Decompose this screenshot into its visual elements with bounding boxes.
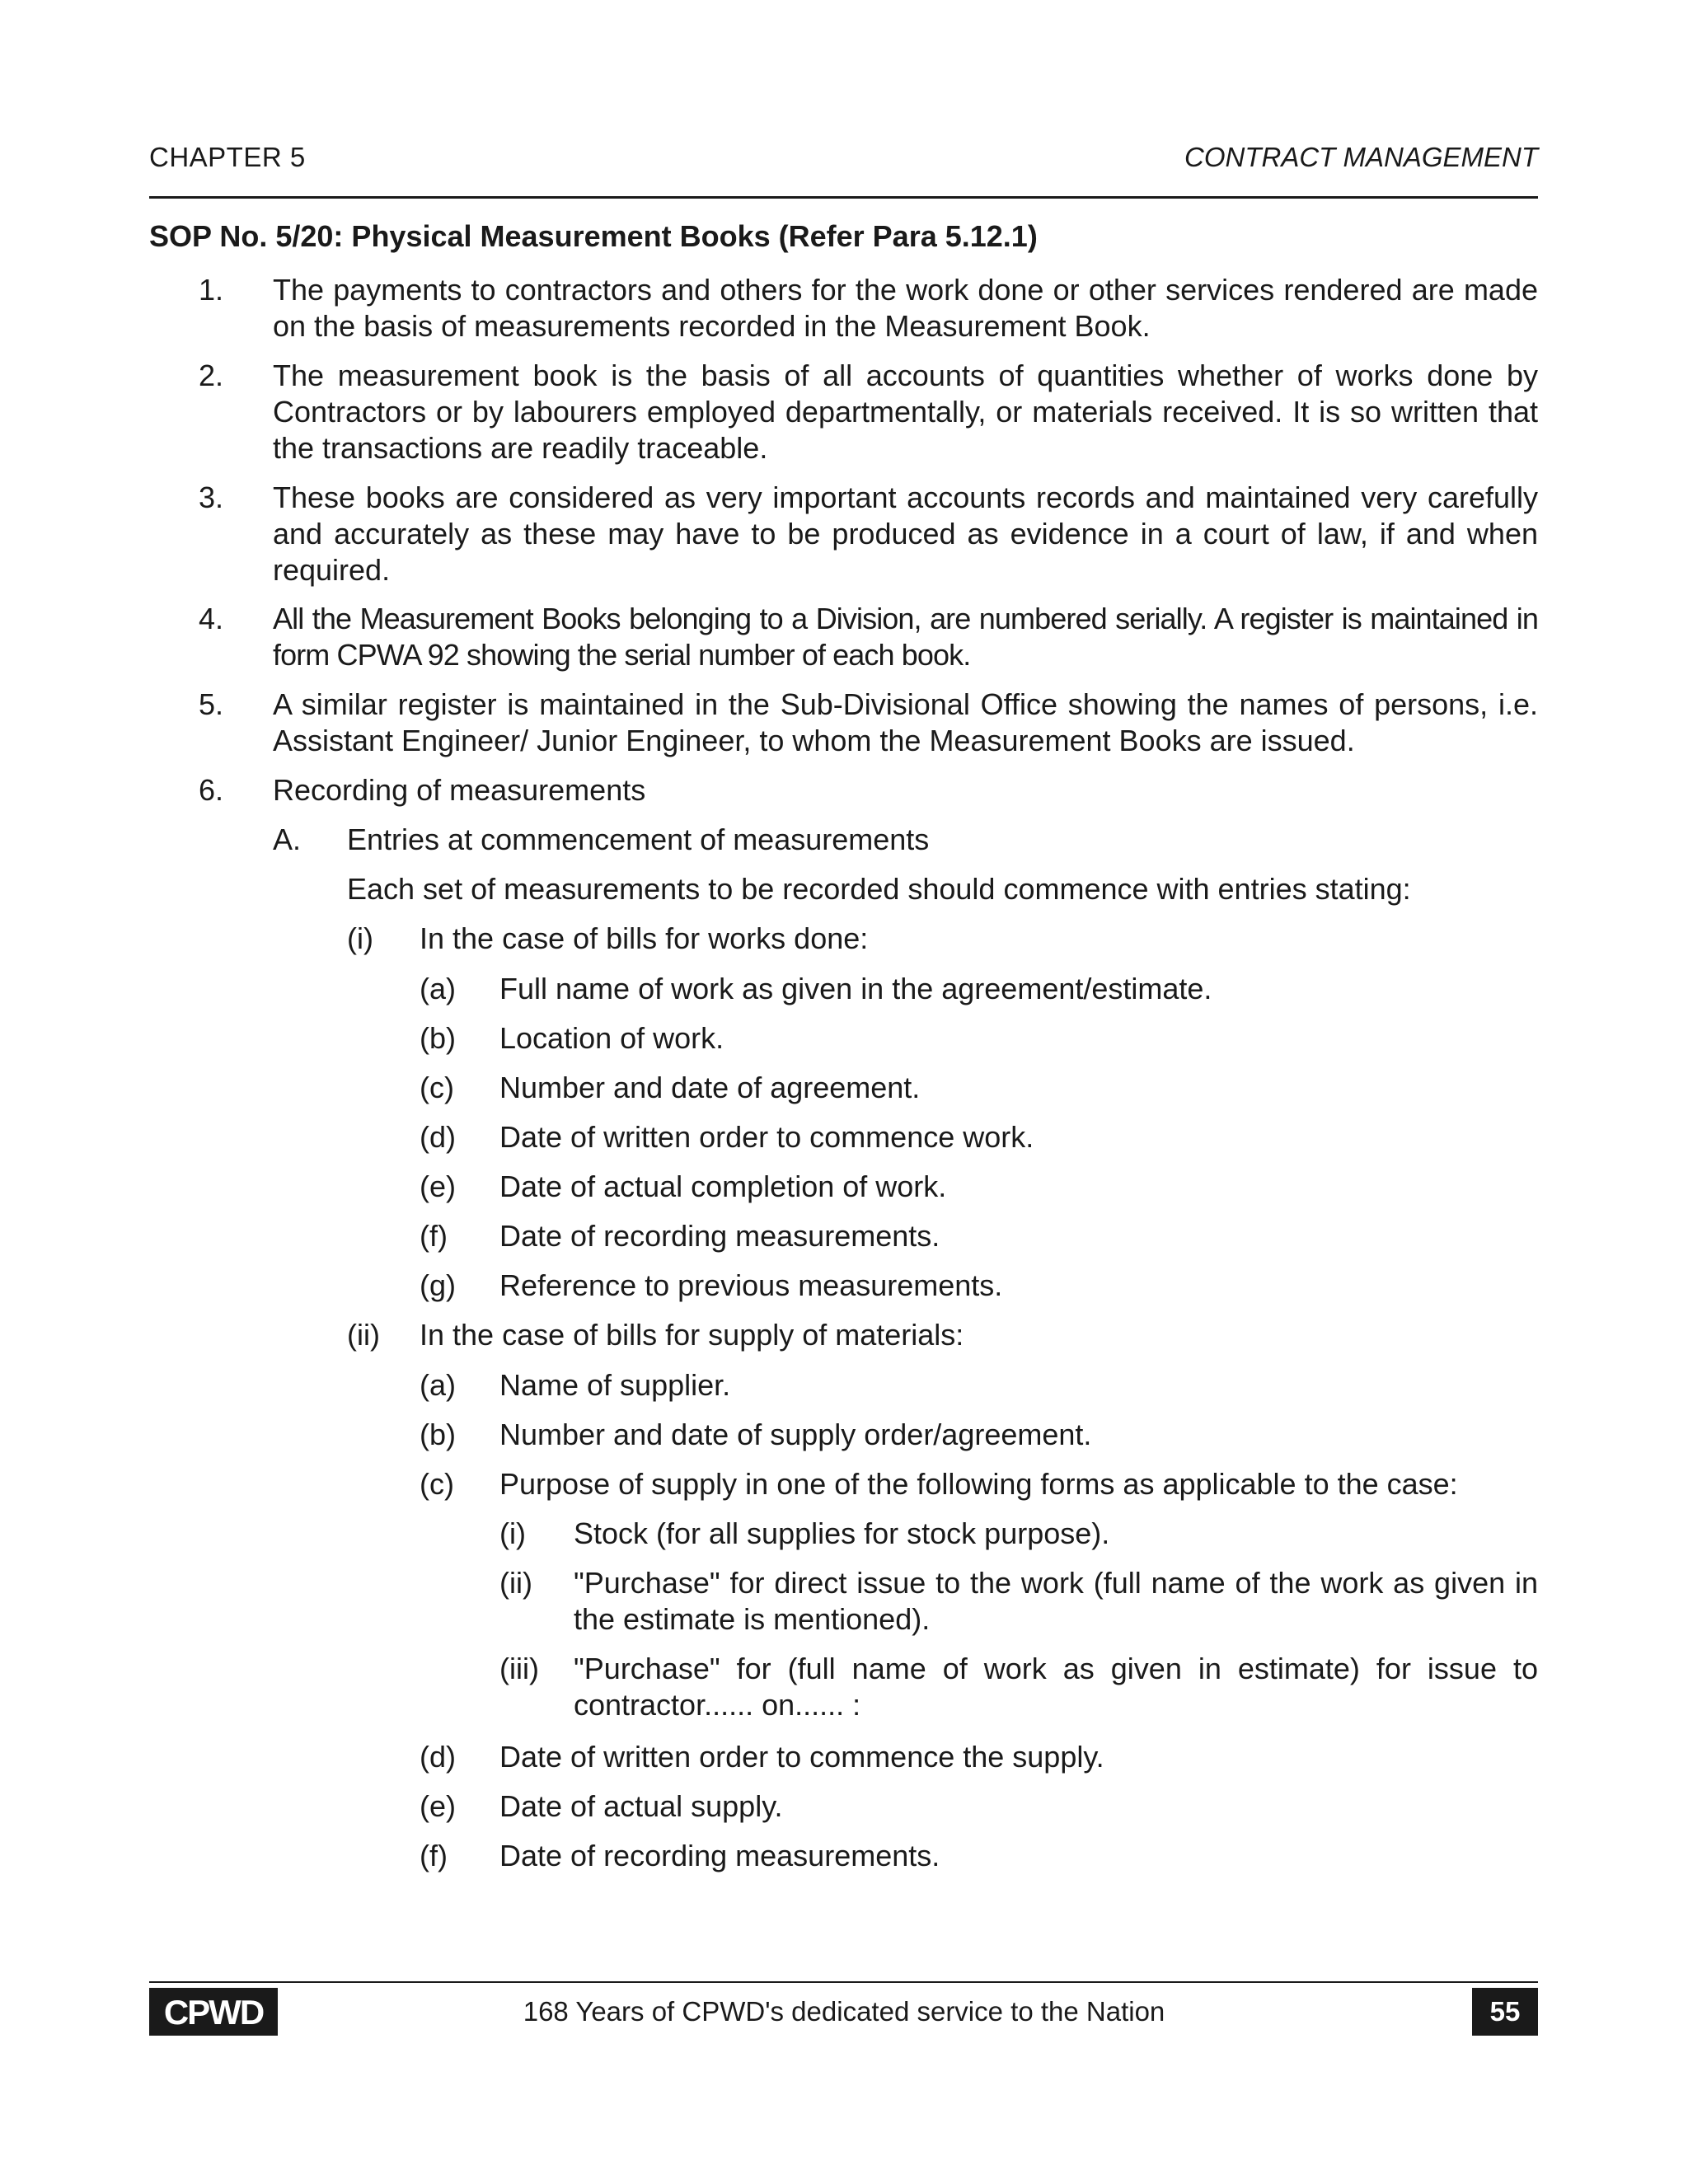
item-number: (d) bbox=[420, 1120, 456, 1154]
item-text: Reference to previous measurements. bbox=[499, 1268, 1003, 1302]
item-text: These books are considered as very important accounts records and maintained very carefully and accurately as these may have to be produced as evidence in a court of law, if and when required. bbox=[273, 480, 1538, 587]
footer-rule bbox=[149, 1981, 1538, 1983]
item-number: (f) bbox=[420, 1839, 448, 1872]
item-number: (i) bbox=[499, 1516, 526, 1550]
item-number: (c) bbox=[420, 1467, 454, 1501]
logo-text: CPWD bbox=[163, 1993, 264, 2032]
item-text: Date of recording measurements. bbox=[499, 1839, 940, 1872]
item-number: 3. bbox=[199, 480, 224, 514]
item-number: 4. bbox=[199, 602, 224, 635]
item-text: Purpose of supply in one of the following forms as applicable to the case: bbox=[499, 1467, 1458, 1501]
item-text: Date of written order to commence work. bbox=[499, 1120, 1034, 1154]
item-text: Entries at commencement of measurements bbox=[347, 823, 930, 856]
footer-tagline: 168 Years of CPWD's dedicated service to the Nation bbox=[523, 1996, 1165, 2027]
item-text: "Purchase" for (full name of work as given in estimate) for issue to contractor...... on...... : bbox=[574, 1652, 1538, 1722]
item-text: In the case of bills for supply of materials: bbox=[420, 1318, 964, 1352]
item-text: Date of recording measurements. bbox=[499, 1219, 940, 1253]
item-text: Date of actual completion of work. bbox=[499, 1169, 947, 1203]
item-number: 2. bbox=[199, 359, 224, 392]
item-number: (i) bbox=[347, 921, 373, 955]
item-text: In the case of bills for works done: bbox=[420, 921, 869, 955]
item-number: (e) bbox=[420, 1169, 456, 1203]
item-text: Full name of work as given in the agreement/estimate. bbox=[499, 972, 1212, 1005]
item-text: Location of work. bbox=[499, 1021, 724, 1055]
item-text: All the Measurement Books belonging to a Division, are numbered serially. A register is maintained in form CPWA 92 showing the serial number of each book. bbox=[273, 602, 1538, 672]
item-text: The measurement book is the basis of all accounts of quantities whether of works done by Contractors or by labourers employed departmentally, or materials received. It is so written that the transactions are readily traceable. bbox=[273, 359, 1538, 465]
item-text: Each set of measurements to be recorded should commence with entries stating: bbox=[347, 872, 1411, 906]
item-number: 6. bbox=[199, 773, 224, 807]
header-rule bbox=[149, 196, 1538, 199]
item-text: Number and date of supply order/agreement. bbox=[499, 1418, 1092, 1451]
item-number: A. bbox=[273, 823, 302, 856]
item-text: Stock (for all supplies for stock purpose). bbox=[574, 1516, 1110, 1550]
item-number: (d) bbox=[420, 1740, 456, 1774]
item-number: (c) bbox=[420, 1071, 454, 1104]
item-number: (g) bbox=[420, 1268, 456, 1302]
chapter-label: CHAPTER 5 bbox=[149, 142, 306, 172]
item-number: (f) bbox=[420, 1219, 448, 1253]
item-text: Date of written order to commence the supply. bbox=[499, 1740, 1104, 1774]
item-number: (ii) bbox=[347, 1318, 380, 1352]
item-number: (ii) bbox=[499, 1566, 532, 1600]
section-title: CONTRACT MANAGEMENT bbox=[1184, 142, 1538, 172]
item-text: Date of actual supply. bbox=[499, 1789, 783, 1823]
item-text: Recording of measurements bbox=[273, 773, 646, 807]
item-number: (b) bbox=[420, 1021, 456, 1055]
item-number: (a) bbox=[420, 972, 456, 1005]
sop-heading: SOP No. 5/20: Physical Measurement Books (Refer Para 5.12.1) bbox=[149, 219, 1038, 253]
item-number: (iii) bbox=[499, 1652, 539, 1685]
item-number: 1. bbox=[199, 273, 224, 307]
item-number: 5. bbox=[199, 687, 224, 721]
item-text: "Purchase" for direct issue to the work (full name of the work as given in the estimate is mentioned). bbox=[574, 1566, 1538, 1636]
item-number: (a) bbox=[420, 1368, 456, 1402]
running-header bbox=[149, 142, 1538, 183]
item-text: Number and date of agreement. bbox=[499, 1071, 921, 1104]
item-number: (e) bbox=[420, 1789, 456, 1823]
page-number: 55 bbox=[1472, 1988, 1538, 2036]
item-text: A similar register is maintained in the Sub-Divisional Office showing the names of persons, i.e. Assistant Engineer/ Junior Engineer, to whom the Measurement Books are issued. bbox=[273, 687, 1538, 757]
item-number: (b) bbox=[420, 1418, 456, 1451]
item-text: The payments to contractors and others for the work done or other services rendered are made on the basis of measurements recorded in the Measurement Book. bbox=[273, 273, 1538, 343]
item-text: Name of supplier. bbox=[499, 1368, 731, 1402]
